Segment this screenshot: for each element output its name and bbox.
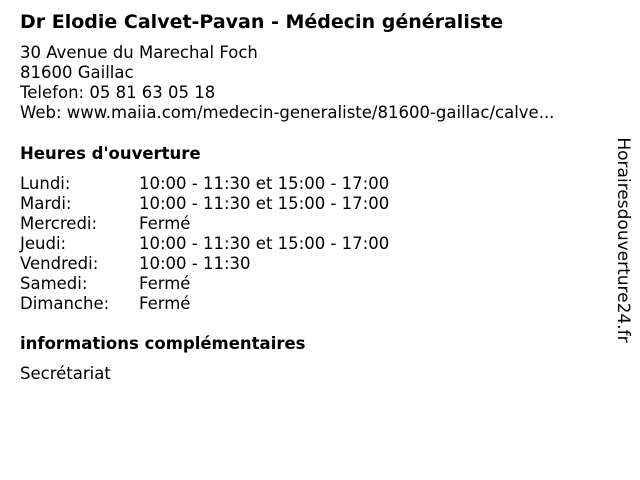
day-label: Mercredi: bbox=[20, 214, 98, 233]
phone-line: Telefon: 05 81 63 05 18 bbox=[20, 83, 216, 102]
time-value: 10:00 - 11:30 et 15:00 - 17:00 bbox=[139, 234, 390, 253]
time-value: 10:00 - 11:30 bbox=[139, 254, 251, 273]
info-heading: informations complémentaires bbox=[20, 334, 306, 353]
time-value: Fermé bbox=[139, 214, 191, 233]
day-label: Lundi: bbox=[20, 174, 71, 193]
address-street: 30 Avenue du Marechal Foch bbox=[20, 43, 258, 62]
day-label: Mardi: bbox=[20, 194, 72, 213]
hours-heading: Heures d'ouverture bbox=[20, 144, 201, 163]
day-label: Samedi: bbox=[20, 274, 88, 293]
day-label: Vendredi: bbox=[20, 254, 99, 273]
time-value: 10:00 - 11:30 et 15:00 - 17:00 bbox=[139, 174, 390, 193]
contact-block bbox=[20, 43, 554, 123]
site-watermark: Horairesdouverture24.fr bbox=[613, 137, 633, 343]
time-value: 10:00 - 11:30 et 15:00 - 17:00 bbox=[139, 194, 390, 213]
info-text: Secrétariat bbox=[20, 364, 111, 383]
day-label: Dimanche: bbox=[20, 294, 110, 313]
time-value: Fermé bbox=[139, 294, 191, 313]
page-title: Dr Elodie Calvet-Pavan - Médecin généraliste bbox=[20, 11, 504, 33]
web-line: Web: www.maiia.com/medecin-generaliste/81600-gaillac/calve... bbox=[20, 103, 555, 122]
time-value: Fermé bbox=[139, 274, 191, 293]
address-city: 81600 Gaillac bbox=[20, 63, 134, 82]
day-label: Jeudi: bbox=[20, 234, 67, 253]
